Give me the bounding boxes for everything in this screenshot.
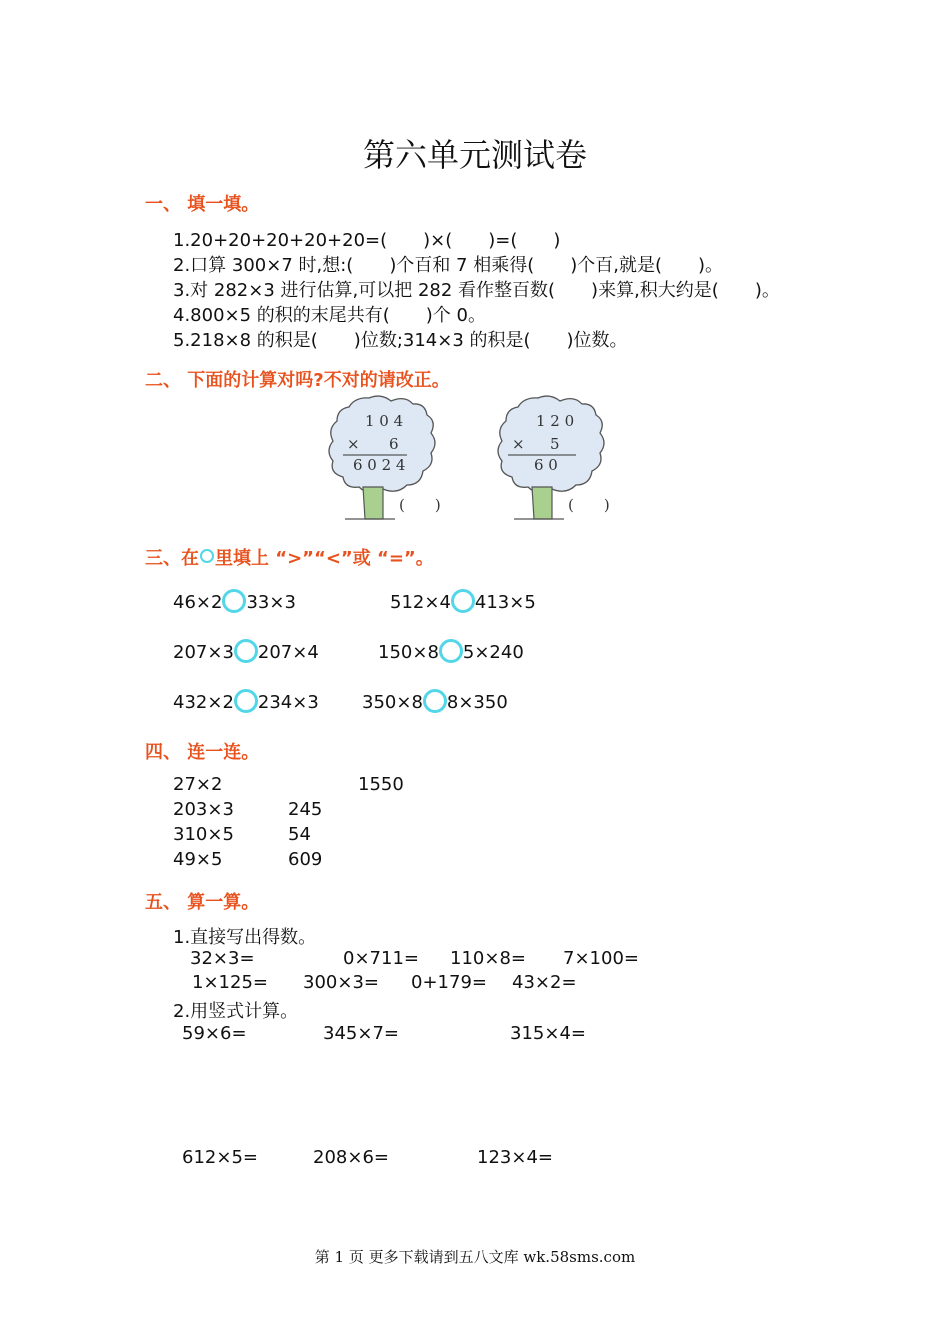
vertical-problem: 612×5= [182,1147,258,1168]
oral-problem: 300×3= [303,972,379,993]
oral-problem: 32×3= [190,948,255,969]
compare-right: 234×3 [257,692,319,713]
multiplicand: 1 2 0 [536,412,575,430]
multiply-sign: × [347,435,360,453]
tree-trunk [363,487,383,519]
question-1-2: 2.口算 300×7 时,想:( )个百和 7 相乘得( )个百,就是( )。 [173,255,724,276]
page-footer: 第 1 页 更多下载请到五八文库 wk.58sms.com [314,1248,636,1266]
vertical-problem: 315×4= [510,1023,586,1044]
compare-item [378,642,524,663]
vertical-problem: 208×6= [313,1147,389,1168]
compare-circle[interactable] [234,639,258,663]
compare-item [390,592,536,613]
compare-left: 350×8 [362,692,423,713]
match-left-item[interactable]: 203×3 [173,799,234,820]
compare-right: 5×240 [462,642,524,663]
oral-problem: 43×2= [512,972,577,993]
compare-left: 150×8 [378,642,439,663]
compare-right: 8×350 [446,692,508,713]
section-2-heading: 二、 下面的计算对吗?不对的请改正。 [145,370,450,391]
match-left-item[interactable]: 49×5 [173,849,223,870]
answer-blank[interactable]: ( ) [568,496,610,514]
compare-item [173,692,319,713]
compare-right: 33×3 [246,592,296,613]
multiplicand: 1 0 4 [365,412,404,430]
answer-blank[interactable]: ( ) [399,496,441,514]
multiplier: 5 [550,435,560,453]
section-3-heading-pre: 三、在 [145,548,199,569]
oral-problem: 1×125= [192,972,268,993]
sub-heading-oral: 1.直接写出得数。 [173,927,317,948]
compare-circle[interactable] [423,689,447,713]
compare-item [362,692,508,713]
oral-problem: 0+179= [411,972,487,993]
question-1-1: 1.20+20+20+20+20=( )×( )=( ) [173,230,561,251]
question-1-5: 5.218×8 的积是( )位数;314×3 的积是( )位数。 [173,330,628,351]
page-title: 第六单元测试卷 [362,136,587,174]
tree-problem-1 [325,395,465,523]
multiplier: 6 [389,435,399,453]
compare-left: 432×2 [173,692,234,713]
multiply-sign: × [512,435,525,453]
oral-problem: 110×8= [450,948,526,969]
section-5-heading: 五、 算一算。 [145,892,260,913]
tree-crown [329,396,435,492]
oral-problem: 7×100= [563,948,639,969]
vertical-problem: 59×6= [182,1023,247,1044]
compare-circle[interactable] [439,639,463,663]
tree-problem-2 [494,395,634,523]
vertical-problem: 123×4= [477,1147,553,1168]
match-right-item[interactable]: 1550 [358,774,404,795]
match-left-item[interactable]: 310×5 [173,824,234,845]
vertical-problem: 345×7= [323,1023,399,1044]
product: 6 0 2 4 [353,456,406,474]
match-right-item[interactable]: 54 [288,824,311,845]
compare-circle[interactable] [222,589,246,613]
compare-left: 46×2 [173,592,223,613]
compare-circle[interactable] [451,589,475,613]
compare-right: 413×5 [474,592,536,613]
compare-right: 207×4 [257,642,319,663]
oral-problem: 0×711= [343,948,419,969]
sub-heading-vertical: 2.用竖式计算。 [173,1001,299,1022]
question-1-3: 3.对 282×3 进行估算,可以把 282 看作整百数( )来算,积大约是( )。 [173,280,780,301]
circle-icon [200,549,214,563]
section-3-heading [145,544,434,570]
match-right-item[interactable]: 609 [288,849,323,870]
compare-left: 512×4 [390,592,451,613]
tree-trunk [532,487,552,519]
question-1-4: 4.800×5 的积的末尾共有( )个 0。 [173,305,487,326]
section-1-heading: 一、 填一填。 [145,194,260,215]
match-left-item[interactable]: 27×2 [173,774,223,795]
compare-item [173,642,319,663]
section-3-heading-post: 里填上 “>”“<”或 “=”。 [215,548,434,569]
match-right-item[interactable]: 245 [288,799,323,820]
compare-item [173,592,296,613]
section-4-heading: 四、 连一连。 [145,742,260,763]
compare-circle[interactable] [234,689,258,713]
compare-left: 207×3 [173,642,234,663]
product: 6 0 [534,456,558,474]
